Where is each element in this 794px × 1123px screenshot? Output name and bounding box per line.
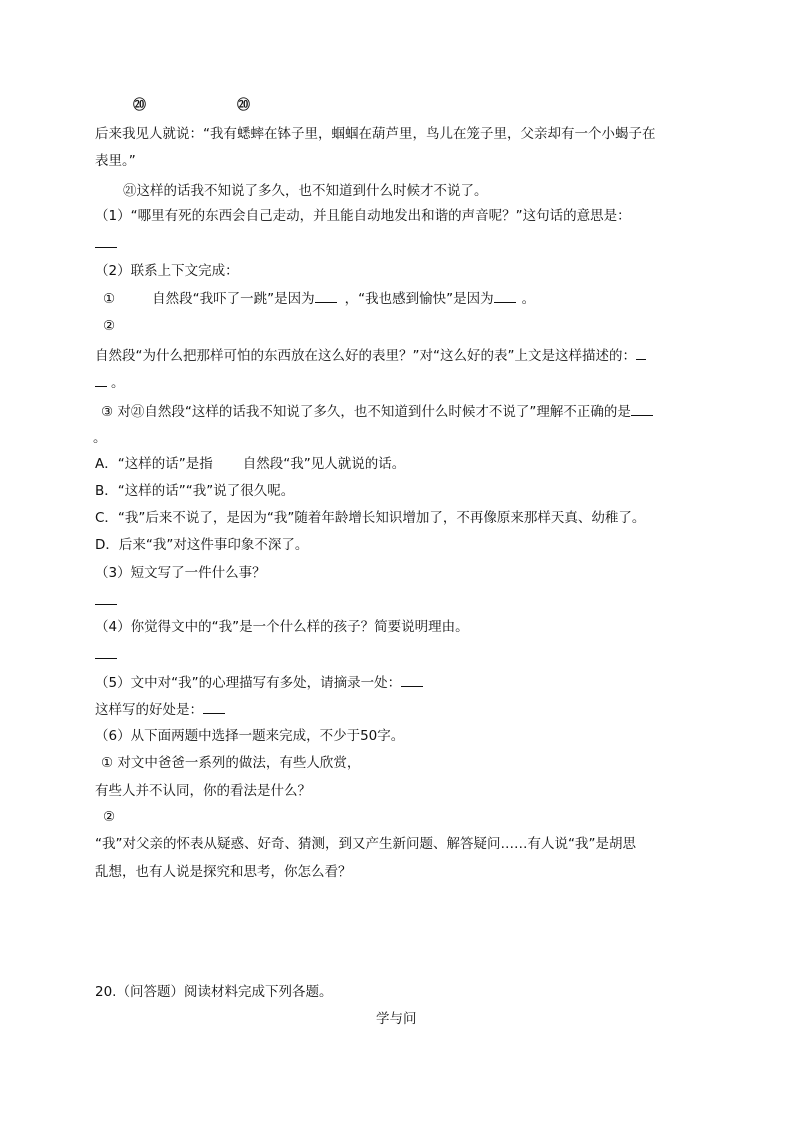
sub-1-text-a: 自然段“我吓了一跳”是因为 (152, 291, 315, 307)
question-2-sub-3 (101, 401, 653, 422)
sub-1-end: 。 (521, 291, 536, 307)
question-5-followup (95, 699, 225, 720)
question-6-choice-2-line-1: “我”对父亲的怀表从疑惑、好奇、猜测，到又产生新问题、解答疑问……有人说“我”是胡思 (95, 836, 636, 852)
final-paragraph-line-1: 后来我见人就说：“我有蟋蟀在钵子里，蝈蝈在葫芦里，鸟儿在笼子里，父亲却有一个小蝎子在 (95, 126, 656, 142)
answer-blank-q1[interactable] (95, 233, 117, 254)
question-2-sub-2-line-2 (95, 372, 125, 393)
paragraph-marker: ⑳ (237, 98, 251, 113)
question-3: （3）短文写了一件什么事？ (95, 565, 266, 581)
option-a[interactable] (95, 454, 405, 474)
option-a-text-1: A．“这样的话”是指 (95, 456, 213, 472)
question-6-choice-1-line-2: 有些人并不认同，你的看法是什么？ (95, 783, 311, 799)
sub-number: ① (103, 291, 116, 307)
answer-blank-q4[interactable] (95, 644, 117, 665)
answer-blank[interactable] (494, 288, 516, 303)
answer-blank[interactable] (401, 672, 423, 687)
question-2-sub-2-number: ② (103, 318, 116, 334)
option-b[interactable]: B．“这样的话”“我”说了很久呢。 (95, 483, 295, 499)
option-c[interactable]: C．“我”后来不说了，是因为“我”随着年龄增长知识增加了，不再像原来那样天真、幼稚了。 (95, 510, 646, 526)
question-20-title: 20.（问答题）阅读材料完成下列各题。 (95, 984, 333, 1000)
question-1: （1）“哪里有死的东西会自己走动，并且能自动地发出和谐的声音呢？”这句话的意思是： (95, 208, 631, 224)
question-5-text-2: 这样写的好处是： (95, 702, 203, 718)
paragraph-21: ㉑这样的话我不知说了多久，也不知道到什么时候才不说了。 (123, 183, 488, 199)
question-6-choice-1-line-1: ① 对文中爸爸一系列的做法，有些人欣赏， (101, 755, 361, 771)
question-6-title: （6）从下面两题中选择一题来完成，不少于50字。 (95, 728, 405, 744)
sub-1-text-b: ，“我也感到愉快”是因为 (344, 291, 494, 307)
answer-blank-q3[interactable] (95, 590, 117, 611)
answer-blank[interactable] (315, 288, 337, 303)
question-2-sub-2-line-1 (95, 345, 646, 366)
question-6-choice-2-number: ② (103, 809, 116, 825)
question-20-subtitle: 学与问 (376, 1011, 417, 1027)
sub-2-text: 自然段“为什么把那样可怕的东西放在这么好的表里？”对“这么好的表”上文是这样描述的： (95, 348, 636, 364)
question-6-choice-2-line-2: 乱想，也有人说是探究和思考，你怎么看？ (95, 864, 352, 880)
question-2-sub-1 (103, 288, 535, 309)
option-d[interactable]: D．后来“我”对这件事印象不深了。 (95, 537, 309, 553)
answer-blank[interactable] (203, 699, 225, 714)
question-2-sub-3-end: 。 (93, 430, 107, 446)
answer-blank[interactable] (95, 372, 107, 387)
option-a-text-2: 自然段“我”见人就说的话。 (242, 456, 406, 472)
answer-blank[interactable] (631, 401, 653, 416)
answer-blank[interactable] (636, 345, 646, 360)
sub-3-text: ③ 对㉑自然段“这样的话我不知说了多久，也不知道到什么时候才不说了”理解不正确的是 (101, 404, 631, 420)
final-paragraph-line-2: 表里。” (95, 153, 136, 169)
question-5-text: （5）文中对“我”的心理描写有多处，请摘录一处： (95, 675, 402, 691)
question-4: （4）你觉得文中的“我”是一个什么样的孩子？简要说明理由。 (95, 619, 469, 635)
sub-2-end: 。 (111, 375, 125, 391)
paragraph-marker: ⑳ (133, 98, 147, 113)
question-2-title: （2）联系上下文完成： (95, 263, 239, 279)
question-5 (95, 672, 423, 693)
